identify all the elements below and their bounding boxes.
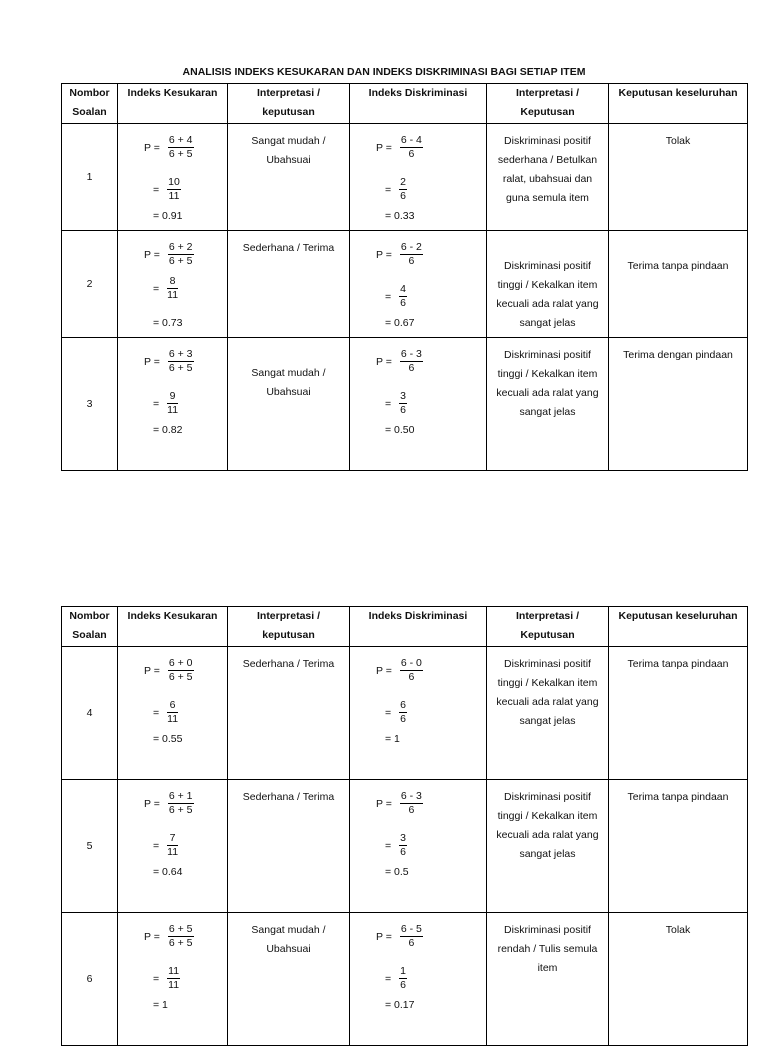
- numerator: 6 + 4: [168, 134, 193, 146]
- interpretation-line: Diskriminasi positif: [504, 658, 591, 670]
- interpretation-line: kecuali ada ralat yang: [496, 387, 599, 399]
- d-simplified: [385, 699, 407, 726]
- interpretation-line: Sangat mudah /: [251, 135, 326, 147]
- cell-interpretasi-2: [487, 231, 609, 338]
- numerator: 6 - 2: [400, 241, 422, 253]
- numerator: 6 + 1: [168, 790, 193, 802]
- cell-interpretasi-2: [487, 647, 609, 780]
- numerator: 3: [400, 390, 406, 402]
- equals-sign: =: [385, 706, 392, 719]
- interpretation-line: Sangat mudah /: [251, 924, 326, 936]
- d-result: = 0.50: [385, 424, 415, 436]
- cell-indeks-diskriminasi: [350, 913, 487, 1046]
- formula-label: P =: [376, 664, 392, 677]
- equals-sign: =: [153, 183, 160, 196]
- cell-nombor: [62, 913, 118, 1046]
- interpretation-line: sederhana / Betulkan: [497, 154, 598, 166]
- equals-sign: =: [153, 839, 160, 852]
- d-result: = 0.5: [385, 866, 409, 878]
- fraction: [399, 832, 407, 859]
- cell-interpretasi-1: [228, 647, 350, 780]
- formula-label: P =: [144, 664, 160, 677]
- d-formula: [376, 657, 423, 684]
- cell-indeks-kesukaran: [118, 780, 228, 913]
- fraction: [400, 348, 423, 375]
- interpretation-line: guna semula item: [506, 192, 589, 204]
- p-result: = 0.91: [153, 210, 183, 222]
- cell-indeks-kesukaran: [118, 647, 228, 780]
- p-formula: [144, 241, 194, 268]
- p-formula: [144, 348, 194, 375]
- denominator: 11: [168, 190, 180, 202]
- fraction: [167, 699, 178, 726]
- equals-sign: =: [385, 839, 392, 852]
- interpretation-text: [228, 647, 349, 674]
- equals-sign: =: [153, 397, 160, 410]
- d-result: = 0.33: [385, 210, 415, 222]
- d-simplified: [385, 832, 407, 859]
- cell-nombor: [62, 647, 118, 780]
- cell-nombor: [62, 780, 118, 913]
- header-indeks-diskriminasi: Indeks Diskriminasi: [350, 607, 487, 647]
- equals-sign: =: [153, 706, 160, 719]
- decision-text: Terima tanpa pindaan: [627, 260, 729, 272]
- cell-indeks-kesukaran: [118, 338, 228, 471]
- cell-interpretasi-1: [228, 124, 350, 231]
- cell-keputusan-keseluruhan: [609, 913, 748, 1046]
- cell-nombor: [62, 338, 118, 471]
- interpretation-line: sangat jelas: [519, 317, 576, 329]
- formula-label: P =: [144, 355, 160, 368]
- d-simplified: [385, 283, 407, 310]
- interpretation-text: [228, 913, 349, 959]
- cell-interpretasi-1: [228, 913, 350, 1046]
- denominator: 6: [400, 713, 406, 725]
- interpretation-text: [228, 338, 349, 402]
- p-simplified: [153, 275, 178, 302]
- denominator: 6: [400, 846, 406, 858]
- d-formula: [376, 348, 423, 375]
- formula-label: P =: [376, 141, 392, 154]
- interpretation-text: [487, 231, 608, 333]
- table-row: [62, 231, 748, 338]
- denominator: 6 + 5: [168, 148, 193, 160]
- numerator: 11: [168, 965, 180, 977]
- d-simplified: [385, 390, 407, 417]
- denominator: 6: [408, 671, 415, 683]
- equals-sign: =: [153, 972, 160, 985]
- denominator: 6: [408, 937, 415, 949]
- numerator: 6 - 5: [400, 923, 422, 935]
- interpretation-line: kecuali ada ralat yang: [496, 829, 599, 841]
- numerator: 1: [400, 965, 406, 977]
- cell-indeks-diskriminasi: [350, 647, 487, 780]
- header-keputusan-keseluruhan: Keputusan keseluruhan: [609, 84, 748, 124]
- interpretation-line: tinggi / Kekalkan item: [497, 810, 598, 822]
- table-row: [62, 647, 748, 780]
- item-number: 6: [86, 973, 93, 985]
- equals-sign: =: [385, 183, 392, 196]
- interpretation-line: Sederhana / Terima: [242, 242, 335, 254]
- fraction: [399, 283, 407, 310]
- interpretation-line: rendah / Tulis semula: [497, 943, 598, 955]
- denominator: 6: [400, 297, 406, 309]
- numerator: 6: [400, 699, 406, 711]
- numerator: 6 + 5: [168, 923, 193, 935]
- interpretation-line: sangat jelas: [519, 406, 576, 418]
- analysis-table-1: [61, 83, 748, 471]
- cell-indeks-kesukaran: [118, 913, 228, 1046]
- denominator: 6 + 5: [168, 671, 193, 683]
- fraction: [167, 965, 180, 992]
- interpretation-line: kecuali ada ralat yang: [496, 696, 599, 708]
- fraction: [168, 241, 194, 268]
- formula-label: P =: [376, 355, 392, 368]
- cell-keputusan-keseluruhan: [609, 338, 748, 471]
- numerator: 6: [167, 699, 178, 713]
- numerator: 6 - 3: [400, 790, 422, 802]
- decision-text: Tolak: [665, 924, 691, 936]
- d-formula: [376, 134, 423, 161]
- interpretation-line: Ubahsuai: [266, 154, 311, 166]
- fraction: [400, 790, 423, 817]
- item-number: 1: [86, 171, 93, 183]
- numerator: 4: [400, 283, 406, 295]
- page-title: ANALISIS INDEKS KESUKARAN DAN INDEKS DISKRIMINASI BAGI SETIAP ITEM: [182, 66, 586, 78]
- numerator: 7: [167, 832, 178, 846]
- interpretation-line: sangat jelas: [519, 715, 576, 727]
- cell-keputusan-keseluruhan: [609, 647, 748, 780]
- interpretation-line: kecuali ada ralat yang: [496, 298, 599, 310]
- fraction: [400, 657, 423, 684]
- d-result: = 0.17: [385, 999, 415, 1011]
- decision-text: Terima dengan pindaan: [623, 349, 733, 361]
- cell-interpretasi-2: [487, 913, 609, 1046]
- item-number: 5: [86, 840, 93, 852]
- fraction: [168, 348, 194, 375]
- header-interpretasi-1: Interpretasi / keputusan: [228, 607, 350, 647]
- interpretation-line: ralat, ubahsuai dan: [502, 173, 593, 185]
- interpretation-line: Sederhana / Terima: [242, 791, 335, 803]
- numerator: 6 - 4: [400, 134, 422, 146]
- interpretation-line: Ubahsuai: [266, 943, 311, 955]
- interpretation-text: [487, 647, 608, 731]
- interpretation-line: tinggi / Kekalkan item: [497, 368, 598, 380]
- table-row: [62, 913, 748, 1046]
- fraction: [168, 657, 194, 684]
- p-result: = 0.55: [153, 733, 183, 745]
- denominator: 6: [408, 804, 415, 816]
- p-formula: [144, 134, 194, 161]
- p-formula: [144, 790, 194, 817]
- d-result: = 0.67: [385, 317, 415, 329]
- cell-indeks-diskriminasi: [350, 780, 487, 913]
- header-indeks-kesukaran: Indeks Kesukaran: [118, 607, 228, 647]
- denominator: 11: [167, 289, 179, 301]
- denominator: 6: [408, 148, 415, 160]
- p-simplified: [153, 176, 181, 203]
- cell-indeks-kesukaran: [118, 124, 228, 231]
- header-interpretasi-2: Interpretasi / Keputusan: [487, 607, 609, 647]
- formula-label: P =: [144, 248, 160, 261]
- numerator: 9: [167, 390, 178, 404]
- decision-text: Terima tanpa pindaan: [627, 658, 729, 670]
- numerator: 6 + 0: [168, 657, 193, 669]
- interpretation-line: Diskriminasi positif: [504, 791, 591, 803]
- fraction: [168, 923, 194, 950]
- interpretation-line: Sangat mudah /: [251, 367, 326, 379]
- header-row: [62, 84, 748, 124]
- p-result: = 0.64: [153, 866, 183, 878]
- interpretation-text: [228, 231, 349, 258]
- interpretation-text: [228, 124, 349, 170]
- header-nombor-soalan: Nombor Soalan: [62, 607, 118, 647]
- fraction: [399, 390, 407, 417]
- numerator: 2: [400, 176, 406, 188]
- cell-keputusan-keseluruhan: [609, 780, 748, 913]
- header-keputusan-keseluruhan: Keputusan keseluruhan: [609, 607, 748, 647]
- denominator: 6 + 5: [168, 255, 193, 267]
- fraction: [400, 241, 423, 268]
- fraction: [167, 176, 181, 203]
- interpretation-text: [487, 780, 608, 864]
- formula-label: P =: [144, 797, 160, 810]
- table-row: [62, 124, 748, 231]
- denominator: 11: [168, 979, 180, 991]
- header-indeks-diskriminasi: Indeks Diskriminasi: [350, 84, 487, 124]
- denominator: 11: [167, 404, 179, 416]
- numerator: 10: [168, 176, 180, 188]
- decision-text: Tolak: [665, 135, 691, 147]
- cell-indeks-diskriminasi: [350, 124, 487, 231]
- analysis-table-2: [61, 606, 748, 1046]
- item-number: 4: [86, 707, 93, 719]
- numerator: 6 + 2: [168, 241, 193, 253]
- equals-sign: =: [153, 282, 160, 295]
- denominator: 6: [400, 404, 406, 416]
- denominator: 6 + 5: [168, 804, 193, 816]
- p-simplified: [153, 965, 180, 992]
- fraction: [167, 832, 178, 859]
- fraction: [168, 134, 194, 161]
- cell-interpretasi-1: [228, 338, 350, 471]
- denominator: 6: [400, 190, 406, 202]
- header-nombor-soalan: Nombor Soalan: [62, 84, 118, 124]
- header-row: [62, 607, 748, 647]
- denominator: 11: [167, 713, 179, 725]
- interpretation-line: tinggi / Kekalkan item: [497, 279, 598, 291]
- denominator: 6 + 5: [168, 937, 193, 949]
- fraction: [399, 176, 407, 203]
- cell-interpretasi-2: [487, 124, 609, 231]
- d-simplified: [385, 176, 407, 203]
- cell-keputusan-keseluruhan: [609, 231, 748, 338]
- denominator: 11: [167, 846, 179, 858]
- header-indeks-kesukaran: Indeks Kesukaran: [118, 84, 228, 124]
- p-simplified: [153, 699, 178, 726]
- denominator: 6: [408, 362, 415, 374]
- d-formula: [376, 790, 423, 817]
- fraction: [168, 790, 194, 817]
- interpretation-text: [228, 780, 349, 807]
- d-result: = 1: [385, 733, 400, 745]
- cell-indeks-diskriminasi: [350, 231, 487, 338]
- denominator: 6: [400, 979, 406, 991]
- formula-label: P =: [376, 248, 392, 261]
- equals-sign: =: [385, 397, 392, 410]
- cell-nombor: [62, 231, 118, 338]
- p-result: = 1: [153, 999, 168, 1011]
- fraction: [399, 965, 407, 992]
- cell-interpretasi-2: [487, 338, 609, 471]
- formula-label: P =: [144, 141, 160, 154]
- equals-sign: =: [385, 290, 392, 303]
- cell-interpretasi-2: [487, 780, 609, 913]
- formula-label: P =: [376, 930, 392, 943]
- header-interpretasi-2: Interpretasi / Keputusan: [487, 84, 609, 124]
- formula-label: P =: [144, 930, 160, 943]
- numerator: 6 - 0: [400, 657, 422, 669]
- p-simplified: [153, 832, 178, 859]
- interpretation-line: Diskriminasi positif: [504, 260, 591, 272]
- cell-interpretasi-1: [228, 780, 350, 913]
- interpretation-line: tinggi / Kekalkan item: [497, 677, 598, 689]
- fraction: [167, 275, 178, 302]
- p-result: = 0.82: [153, 424, 183, 436]
- p-formula: [144, 923, 194, 950]
- d-simplified: [385, 965, 407, 992]
- cell-nombor: [62, 124, 118, 231]
- table-row: [62, 338, 748, 471]
- interpretation-line: Ubahsuai: [266, 386, 311, 398]
- formula-label: P =: [376, 797, 392, 810]
- interpretation-text: [487, 124, 608, 208]
- p-formula: [144, 657, 194, 684]
- denominator: 6: [408, 255, 415, 267]
- interpretation-line: sangat jelas: [519, 848, 576, 860]
- d-formula: [376, 923, 423, 950]
- fraction: [399, 699, 407, 726]
- interpretation-line: Sederhana / Terima: [242, 658, 335, 670]
- p-result: = 0.73: [153, 317, 183, 329]
- denominator: 6 + 5: [168, 362, 193, 374]
- numerator: 3: [400, 832, 406, 844]
- d-formula: [376, 241, 423, 268]
- numerator: 8: [167, 275, 178, 289]
- cell-indeks-diskriminasi: [350, 338, 487, 471]
- fraction: [400, 134, 423, 161]
- interpretation-line: Diskriminasi positif: [504, 135, 591, 147]
- header-interpretasi-1: Interpretasi / keputusan: [228, 84, 350, 124]
- fraction: [167, 390, 178, 417]
- cell-interpretasi-1: [228, 231, 350, 338]
- table-row: [62, 780, 748, 913]
- decision-text: Terima tanpa pindaan: [627, 791, 729, 803]
- cell-indeks-kesukaran: [118, 231, 228, 338]
- numerator: 6 - 3: [400, 348, 422, 360]
- interpretation-line: Diskriminasi positif: [504, 349, 591, 361]
- equals-sign: =: [385, 972, 392, 985]
- cell-keputusan-keseluruhan: [609, 124, 748, 231]
- interpretation-text: [487, 338, 608, 422]
- item-number: 3: [86, 398, 93, 410]
- interpretation-line: item: [537, 962, 558, 974]
- interpretation-text: [487, 913, 608, 978]
- fraction: [400, 923, 423, 950]
- p-simplified: [153, 390, 178, 417]
- numerator: 6 + 3: [168, 348, 193, 360]
- item-number: 2: [86, 278, 93, 290]
- interpretation-line: Diskriminasi positif: [504, 924, 591, 936]
